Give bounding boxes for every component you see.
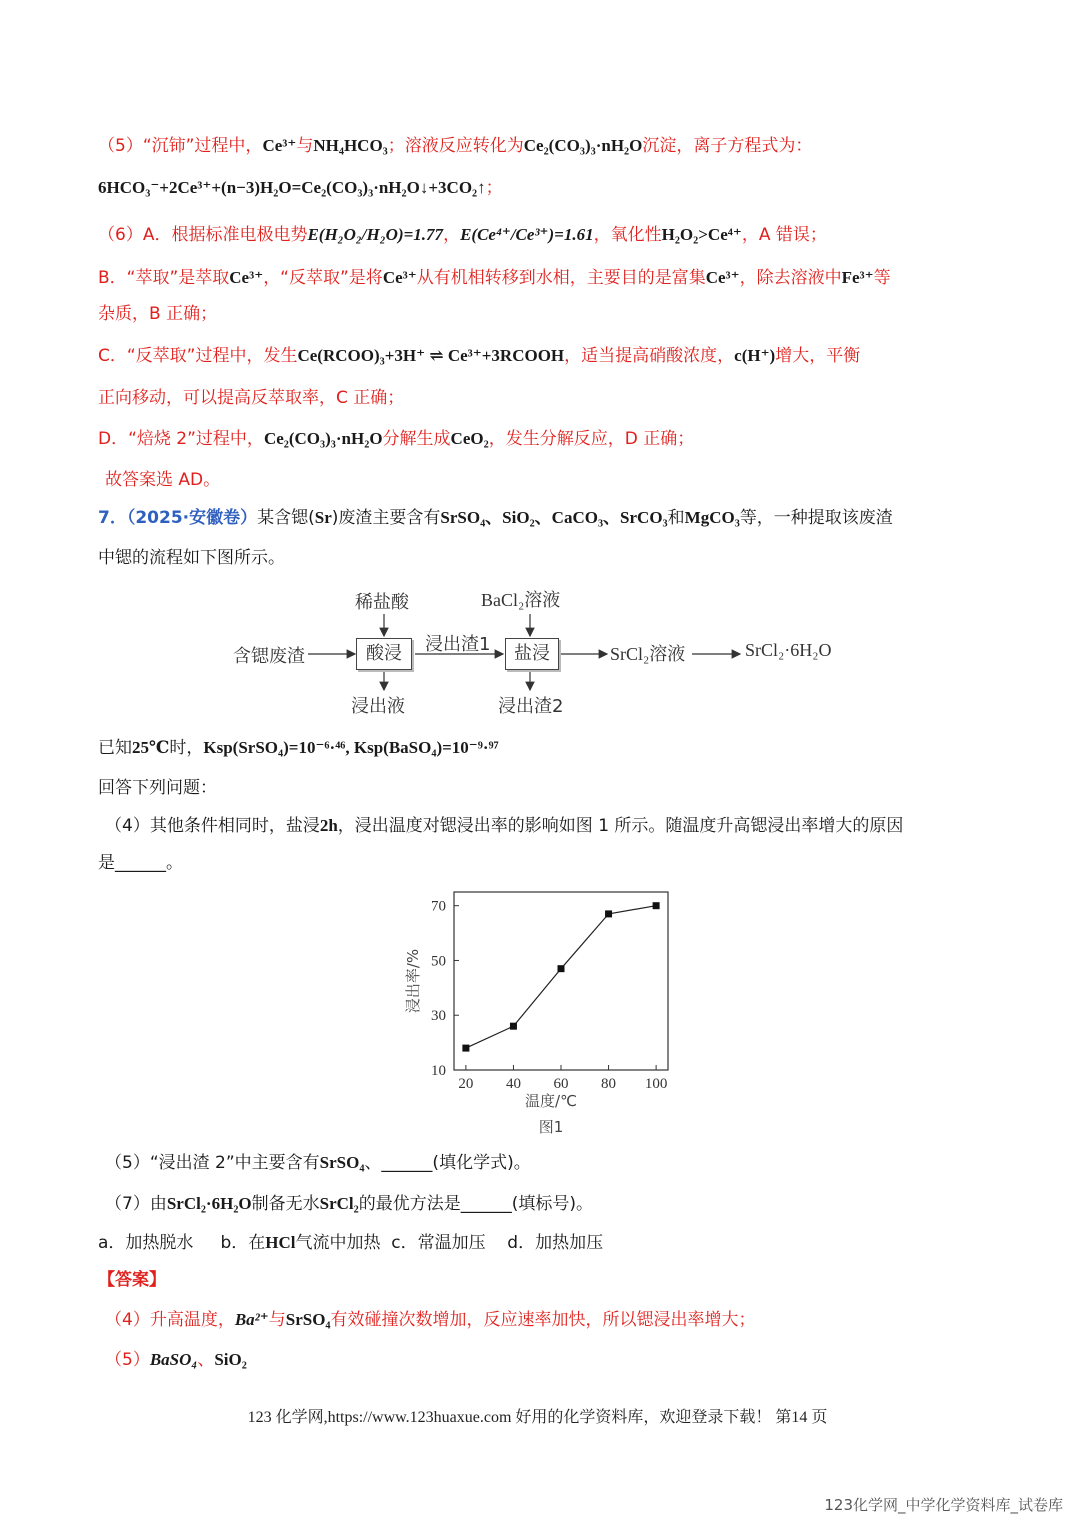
text: ，A 错误； xyxy=(741,225,827,245)
formula: 2h xyxy=(319,816,338,835)
formula: SrSO₄ xyxy=(285,1310,331,1329)
known-data xyxy=(98,736,499,760)
product-label: SrCl₂溶液 xyxy=(610,644,686,664)
options xyxy=(98,1231,603,1255)
reagent-label: BaCl₂溶液 xyxy=(481,590,561,610)
text: 已知 xyxy=(98,738,132,758)
figure-caption: 图1 xyxy=(538,1118,564,1136)
formula: HCl xyxy=(265,1233,296,1252)
formula: NH₄HCO₃ xyxy=(313,136,388,155)
y-tick-label: 30 xyxy=(431,1008,446,1025)
explanation-line-6c xyxy=(98,344,860,368)
text: 和 xyxy=(667,508,685,528)
subquestion-7 xyxy=(105,1192,593,1216)
formula: Ce³⁺ xyxy=(229,268,264,287)
data-point xyxy=(510,1023,517,1030)
formula: SrCl₂ xyxy=(319,1194,359,1213)
subquestion-4-cont: 是______。 xyxy=(98,853,183,873)
leaching-rate-chart xyxy=(390,882,690,1142)
explanation-line-6d xyxy=(98,427,694,451)
x-tick-label: 20 xyxy=(458,1076,474,1092)
data-point xyxy=(462,1045,469,1052)
reagent-label: 稀盐酸 xyxy=(355,592,409,613)
text: （7）由 xyxy=(105,1194,167,1214)
explanation-line-6c-cont: 正向移动，可以提高反萃取率，C 正确； xyxy=(98,388,405,408)
explanation-line-6b xyxy=(98,266,891,290)
formula: MgCO₃ xyxy=(684,508,740,527)
text: ； xyxy=(485,178,503,198)
x-tick-label: 100 xyxy=(644,1076,668,1092)
text: 增大，平衡 xyxy=(775,346,861,366)
formula: Ba²⁺ xyxy=(234,1310,269,1329)
data-point xyxy=(558,965,565,972)
text: 的最优方法是______(填标号)。 xyxy=(358,1194,594,1214)
formula: E(Ce⁴⁺/Ce³⁺)=1.61 xyxy=(460,225,594,244)
explanation-line-6a: （6）A．根据标准电极电势E(H₂O₂/H₂O)=1.77，E(Ce⁴⁺/Ce³⁺)=1.61，氧化性H₂O₂>Ce⁴⁺，A 错误； xyxy=(98,225,827,245)
text: ，适当提高硝酸浓度， xyxy=(564,346,735,366)
option-d: d．加热加压 xyxy=(507,1233,604,1253)
text: 与 xyxy=(296,136,314,156)
option-b: b．在 xyxy=(220,1233,266,1253)
text: （5）“浸出渣 2”中主要含有 xyxy=(105,1153,320,1173)
chart-svg xyxy=(390,882,690,1142)
output-label: 浸出渣2 xyxy=(498,696,564,717)
product-label: SrCl₂·6H₂O xyxy=(745,640,832,660)
text: B．“萃取”是萃取 xyxy=(98,268,230,288)
text: 时， xyxy=(169,738,204,758)
answer-5 xyxy=(105,1348,247,1372)
answer-heading: 【答案】 xyxy=(98,1270,166,1290)
text: ，氧化性 xyxy=(593,225,662,245)
text: ，除去溶液中 xyxy=(739,268,842,288)
data-point xyxy=(653,902,660,909)
option-a: a．加热脱水 xyxy=(98,1233,194,1253)
explanation-line-5 xyxy=(98,134,812,158)
y-tick-label: 50 xyxy=(431,953,446,970)
text: )废渣主要含有 xyxy=(331,508,441,528)
intermediate-label: 浸出渣1 xyxy=(425,634,491,655)
subquestion-4 xyxy=(105,814,903,838)
y-tick-label: 10 xyxy=(431,1063,446,1079)
formula: Ce₂(CO₃)₃·nH₂O xyxy=(263,429,383,448)
option-c: c．常温加压 xyxy=(391,1233,486,1253)
question-number: 7． xyxy=(98,508,127,528)
series-line xyxy=(466,906,656,1048)
formula: Ksp(SrSO₄)=10⁻⁶·⁴⁶, Ksp(BaSO₄)=10⁻⁹·⁹⁷ xyxy=(203,738,499,757)
x-axis-label: 温度/℃ xyxy=(525,1092,577,1110)
process-flow-diagram xyxy=(225,580,865,720)
text: 从有机相转移到水相，主要目的是富集 xyxy=(416,268,706,288)
plot-frame xyxy=(454,892,668,1070)
formula: SrCl₂·6H₂O xyxy=(166,1194,252,1213)
text: 制备无水 xyxy=(251,1194,320,1214)
text: C．“反萃取”过程中，发生 xyxy=(98,346,298,366)
input-label: 含锶废渣 xyxy=(233,646,305,667)
y-tick-label: 70 xyxy=(431,898,446,915)
formula: CeO₂ xyxy=(450,429,489,448)
x-tick-label: 40 xyxy=(505,1076,521,1092)
text: （4）升高温度， xyxy=(105,1310,235,1330)
text: 沉淀，离子方程式为： xyxy=(642,136,813,156)
formula: SrSO₄、SiO₂、CaCO₃、SrCO₃ xyxy=(440,508,668,527)
text: 与 xyxy=(268,1310,286,1330)
explanation-conclusion: 故答案选 AD。 xyxy=(105,470,221,490)
page-footer: 123 化学网,https://www.123huaxue.com 好用的化学资料库，欢迎登录下载！ 第14 页 xyxy=(247,1409,828,1426)
answer-prompt: 回答下列问题： xyxy=(98,778,217,798)
formula: Fe³⁺ xyxy=(841,268,874,287)
explanation-line-6b-cont: 杂质，B 正确； xyxy=(98,304,218,324)
formula: Ce³⁺ xyxy=(382,268,417,287)
text: （5）“沉铈”过程中， xyxy=(98,136,263,156)
subquestion-5 xyxy=(105,1151,531,1175)
text: ，“反萃取”是将 xyxy=(263,268,383,288)
formula: H₂O₂>Ce⁴⁺ xyxy=(661,225,742,244)
text: ；溶液反应转化为 xyxy=(387,136,524,156)
text: （4）其他条件相同时，盐浸 xyxy=(105,816,320,836)
text: 某含锶( xyxy=(257,508,315,528)
question-7-stem-cont: 中锶的流程如下图所示。 xyxy=(98,548,285,568)
answer-4 xyxy=(105,1308,756,1332)
text: ，浸出温度对锶浸出率的影响如图 1 所示。随温度升高锶浸出率增大的原因 xyxy=(337,816,904,836)
text: （6）A．根据标准电极电势 xyxy=(98,225,308,245)
text: D．“焙烧 2”过程中， xyxy=(98,429,264,449)
text: 等，一种提取该废渣 xyxy=(739,508,893,528)
formula: SiO₂ xyxy=(214,1350,247,1369)
text: ，发生分解反应，D 正确； xyxy=(488,429,695,449)
data-point xyxy=(605,910,612,917)
process-box: 酸浸 xyxy=(356,638,412,670)
formula: E(H₂O₂/H₂O)=1.77 xyxy=(307,225,444,244)
formula: SrSO₄ xyxy=(319,1153,365,1172)
watermark: 123化学网_中学化学资料库_试卷库 xyxy=(824,1496,1063,1514)
text: 分解生成 xyxy=(382,429,451,449)
formula: Ce³⁺ xyxy=(705,268,740,287)
x-tick-label: 60 xyxy=(553,1076,569,1092)
text: 等 xyxy=(873,268,891,288)
formula: Sr xyxy=(314,508,332,527)
formula: c(H⁺) xyxy=(734,346,776,365)
option-b-text: 气流中加热 xyxy=(295,1233,381,1253)
x-tick-label: 80 xyxy=(601,1076,617,1092)
question-source: （2025·安徽卷） xyxy=(126,508,258,528)
text: 、______(填化学式)。 xyxy=(364,1153,531,1173)
formula: Ce³⁺ xyxy=(262,136,297,155)
process-box: 盐浸 xyxy=(505,638,559,670)
text: （5） xyxy=(105,1350,150,1370)
question-7-stem xyxy=(98,506,893,530)
ionic-equation xyxy=(98,176,503,200)
formula: 6HCO₃⁻+2Ce³⁺+(n−3)H₂O=Ce₂(CO₃)₃·nH₂O↓+3CO₂↑ xyxy=(98,178,486,197)
output-label: 浸出液 xyxy=(351,696,405,717)
formula: Ce(RCOO)₃+3H⁺ ⇌ Ce³⁺+3RCOOH xyxy=(297,346,565,365)
formula: Ce₂(CO₃)₃·nH₂O xyxy=(523,136,643,155)
formula: BaSO₄ xyxy=(149,1350,198,1369)
text: 有效碰撞次数增加，反应速率加快，所以锶浸出率增大； xyxy=(330,1310,756,1330)
text: 、 xyxy=(197,1350,215,1370)
formula: 25℃ xyxy=(132,738,170,757)
y-axis-label: 浸出率/% xyxy=(404,948,422,1014)
